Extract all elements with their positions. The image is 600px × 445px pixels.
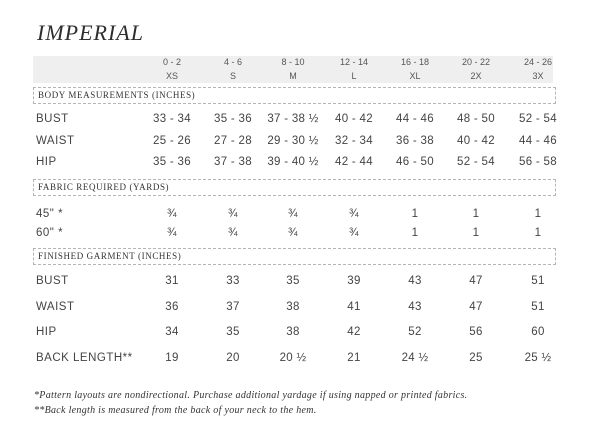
size-letter-header: 3X	[532, 71, 544, 81]
table-cell: 1	[411, 227, 419, 239]
table-cell: 47	[469, 301, 483, 313]
table-cell: 1	[534, 227, 542, 239]
table-cell: 46 - 50	[396, 156, 434, 168]
footnote-back-length: **Back length is measured from the back of your neck to the hem.	[34, 405, 317, 416]
size-range-header: 16 - 18	[400, 57, 430, 67]
table-cell: 37 - 38 ½	[267, 113, 319, 125]
table-cell: 44 - 46	[519, 135, 557, 147]
size-letter-header: L	[351, 71, 357, 81]
table-cell: 20	[226, 352, 240, 364]
table-cell: ¾	[349, 208, 359, 220]
table-cell: 37 - 38	[214, 156, 252, 168]
table-cell: 19	[165, 352, 179, 364]
table-cell: 36 - 38	[396, 135, 434, 147]
table-cell: 37	[226, 301, 240, 313]
table-cell: 20 ½	[279, 352, 307, 364]
table-cell: 39	[347, 275, 361, 287]
size-range-header: 8 - 10	[281, 57, 305, 67]
table-cell: 51	[531, 275, 545, 287]
table-cell: ¾	[167, 227, 177, 239]
row-label: WAIST	[36, 135, 75, 147]
table-cell: 56	[469, 326, 483, 338]
table-cell: 40 - 42	[457, 135, 495, 147]
table-cell: 33 - 34	[153, 113, 191, 125]
table-cell: 51	[531, 301, 545, 313]
table-cell: 25	[469, 352, 483, 364]
size-letter-header: M	[289, 71, 297, 81]
size-letter-header: XL	[409, 71, 421, 81]
table-cell: ¾	[167, 208, 177, 220]
table-cell: 25 ½	[524, 352, 552, 364]
table-cell: 60	[531, 326, 545, 338]
table-cell: 35	[286, 275, 300, 287]
table-cell: 36	[165, 301, 179, 313]
table-cell: 32 - 34	[335, 135, 373, 147]
table-cell: 44 - 46	[396, 113, 434, 125]
row-label: 60" *	[36, 227, 64, 239]
table-cell: 52	[408, 326, 422, 338]
size-range-header: 20 - 22	[461, 57, 491, 67]
size-letter-header: 2X	[470, 71, 482, 81]
table-cell: ¾	[349, 227, 359, 239]
size-letter-header: XS	[165, 71, 178, 81]
size-range-header: 24 - 26	[523, 57, 553, 67]
page-title: IMPERIAL	[37, 20, 144, 45]
table-cell: 42 - 44	[335, 156, 373, 168]
row-label: BACK LENGTH**	[36, 352, 133, 364]
table-cell: 29 - 30 ½	[267, 135, 319, 147]
section-header: BODY MEASUREMENTS (INCHES)	[33, 87, 556, 104]
table-cell: 42	[347, 326, 361, 338]
table-cell: 38	[286, 301, 300, 313]
table-cell: 56 - 58	[519, 156, 557, 168]
table-cell: 1	[472, 227, 480, 239]
row-label: BUST	[36, 275, 69, 287]
table-cell: ¾	[228, 208, 238, 220]
size-range-header: 0 - 2	[162, 57, 181, 67]
size-letter-header: S	[229, 71, 236, 81]
row-label: 45" *	[36, 208, 64, 220]
table-cell: 35	[226, 326, 240, 338]
table-cell: 1	[534, 208, 542, 220]
row-label: WAIST	[36, 301, 75, 313]
table-cell: 25 - 26	[153, 135, 191, 147]
table-cell: ¾	[288, 208, 298, 220]
table-cell: 52 - 54	[457, 156, 495, 168]
table-cell: 41	[347, 301, 361, 313]
table-cell: 35 - 36	[153, 156, 191, 168]
table-cell: 31	[165, 275, 179, 287]
row-label: BUST	[36, 113, 69, 125]
table-cell: 52 - 54	[519, 113, 557, 125]
table-cell: 21	[347, 352, 361, 364]
table-cell: 43	[408, 301, 422, 313]
section-header: FABRIC REQUIRED (YARDS)	[33, 179, 556, 196]
row-label: HIP	[36, 156, 57, 168]
size-range-header: 12 - 14	[339, 57, 369, 67]
table-cell: 39 - 40 ½	[267, 156, 319, 168]
table-cell: 47	[469, 275, 483, 287]
table-cell: 27 - 28	[214, 135, 252, 147]
table-cell: 1	[411, 208, 419, 220]
table-cell: 34	[165, 326, 179, 338]
table-cell: 35 - 36	[214, 113, 252, 125]
size-range-header: 4 - 6	[223, 57, 242, 67]
row-label: HIP	[36, 326, 57, 338]
table-cell: ¾	[228, 227, 238, 239]
table-cell: 48 - 50	[457, 113, 495, 125]
section-header: FINISHED GARMENT (INCHES)	[33, 248, 556, 265]
footnote-fabric: *Pattern layouts are nondirectional. Purchase additional yardage if using napped or printed fabrics.	[34, 390, 468, 401]
table-cell: 40 - 42	[335, 113, 373, 125]
table-cell: ¾	[288, 227, 298, 239]
table-cell: 33	[226, 275, 240, 287]
table-cell: 1	[472, 208, 480, 220]
table-cell: 24 ½	[401, 352, 429, 364]
table-cell: 43	[408, 275, 422, 287]
table-cell: 38	[286, 326, 300, 338]
